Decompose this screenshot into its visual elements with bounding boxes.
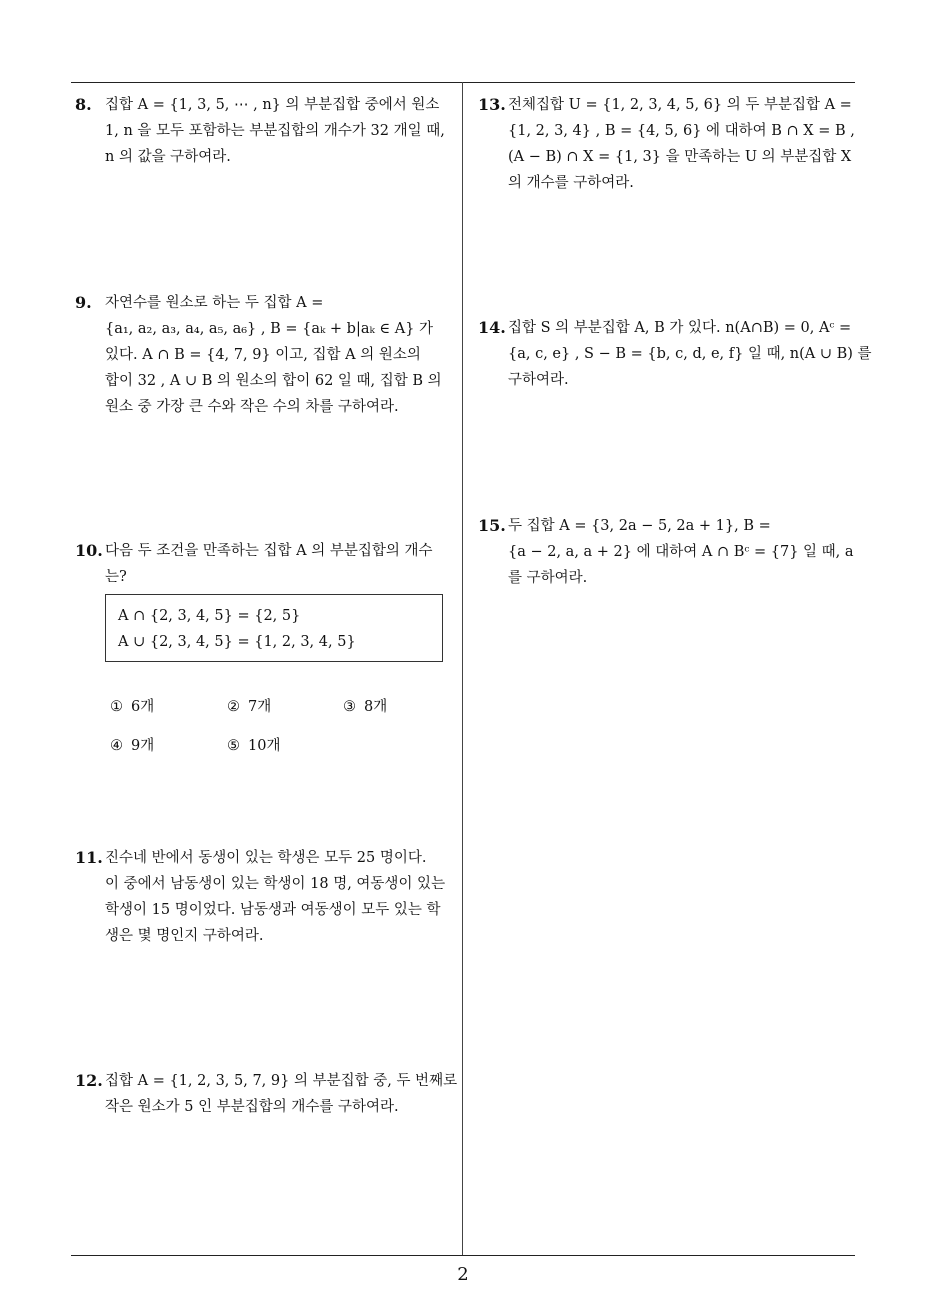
problem-line: 두 집합 A = {3, 2a − 5, 2a + 1}, B = [508,518,771,534]
problem-number: 8. [75,95,92,114]
problem-8 [75,92,457,170]
problem-number: 10. [75,541,103,560]
problem-line: {a, c, e} , S − B = {b, c, d, e, f} 일 때, n(A ∪ B) 를 [508,346,872,362]
problem-line: 원소 중 가장 큰 수와 작은 수의 차를 구하여라. [105,399,399,415]
choice-1[interactable] [110,695,154,716]
problem-15 [478,513,860,591]
top-rule [71,82,855,83]
problem-line: {a₁, a₂, a₃, a₄, a₅, a₆} , B = {aₖ + b|aₖ ∈ A} 가 [105,321,434,337]
problem-line: 진수네 반에서 동생이 있는 학생은 모두 25 명이다. [105,850,427,866]
problem-line: 전체집합 U = {1, 2, 3, 4, 5, 6} 의 두 부분집합 A = [508,97,852,113]
problem-text [105,290,457,420]
problem-text [105,1068,457,1120]
column-divider [462,82,463,1256]
problem-text [508,513,860,591]
problem-line: {1, 2, 3, 4} , B = {4, 5, 6} 에 대하여 B ∩ X = B , [508,123,855,139]
problem-line: 생은 몇 명인지 구하여라. [105,928,264,944]
problem-line: 의 개수를 구하여라. [508,175,634,191]
choice-5[interactable] [227,734,280,755]
problem-number: 15. [478,516,506,535]
problem-line: 합이 32 , A ∪ B 의 원소의 합이 62 일 때, 집합 B 의 [105,373,442,389]
problem-text [105,92,457,170]
problem-10 [75,538,457,590]
choice-label: 7개 [248,699,272,715]
problem-11 [75,845,457,949]
problem-line: 구하여라. [508,372,569,388]
problem-number: 11. [75,848,103,867]
choice-mark: ② [227,699,240,715]
page-number: 2 [457,1264,469,1285]
choice-label: 10개 [248,738,281,754]
problem-9 [75,290,457,420]
problem-text [508,315,872,393]
choice-label: 8개 [364,699,388,715]
problem-text [105,845,457,949]
bottom-rule [71,1255,855,1256]
problem-line: 를 구하여라. [508,570,588,586]
problem-line: 는? [105,569,127,585]
problem-number: 14. [478,318,506,337]
problem-line: 집합 A = {1, 2, 3, 5, 7, 9} 의 부분집합 중, 두 번째로 [105,1073,458,1089]
problem-line: 작은 원소가 5 인 부분집합의 개수를 구하여라. [105,1099,399,1115]
problem-14 [478,315,872,393]
problem-line: 학생이 15 명이었다. 남동생과 여동생이 모두 있는 학 [105,902,441,918]
problem-line: (A − B) ∩ X = {1, 3} 을 만족하는 U 의 부분집합 X [508,149,852,165]
problem-line: 이 중에서 남동생이 있는 학생이 18 명, 여동생이 있는 [105,876,446,892]
problem-number: 12. [75,1071,103,1090]
choice-4[interactable] [110,734,154,755]
choice-label: 9개 [131,738,155,754]
problem-line: 1, n 을 모두 포함하는 부분집합의 개수가 32 개일 때, [105,123,445,139]
problem-13 [478,92,860,196]
choice-mark: ④ [110,738,123,754]
choice-2[interactable] [227,695,271,716]
condition-line: A ∪ {2, 3, 4, 5} = {1, 2, 3, 4, 5} [118,634,356,650]
choice-label: 6개 [131,699,155,715]
problem-line: n 의 값을 구하여라. [105,149,231,165]
choice-3[interactable] [343,695,387,716]
problem-line: 집합 S 의 부분집합 A, B 가 있다. n(A∩B) = 0, Aᶜ = [508,320,852,336]
condition-box [105,594,443,662]
choice-mark: ③ [343,699,356,715]
problem-line: 있다. A ∩ B = {4, 7, 9} 이고, 집합 A 의 원소의 [105,347,421,363]
problem-text [105,538,457,590]
problem-line: 다음 두 조건을 만족하는 집합 A 의 부분집합의 개수 [105,543,433,559]
problem-line: {a − 2, a, a + 2} 에 대하여 A ∩ Bᶜ = {7} 일 때, a [508,544,854,560]
problem-number: 13. [478,95,506,114]
condition-line: A ∩ {2, 3, 4, 5} = {2, 5} [118,608,301,624]
problem-line: 집합 A = {1, 3, 5, ⋯ , n} 의 부분집합 중에서 원소 [105,97,440,113]
problem-line: 자연수를 원소로 하는 두 집합 A = [105,295,324,311]
problem-text [508,92,860,196]
choice-mark: ⑤ [227,738,240,754]
problem-number: 9. [75,293,92,312]
choice-mark: ① [110,699,123,715]
problem-12 [75,1068,457,1120]
